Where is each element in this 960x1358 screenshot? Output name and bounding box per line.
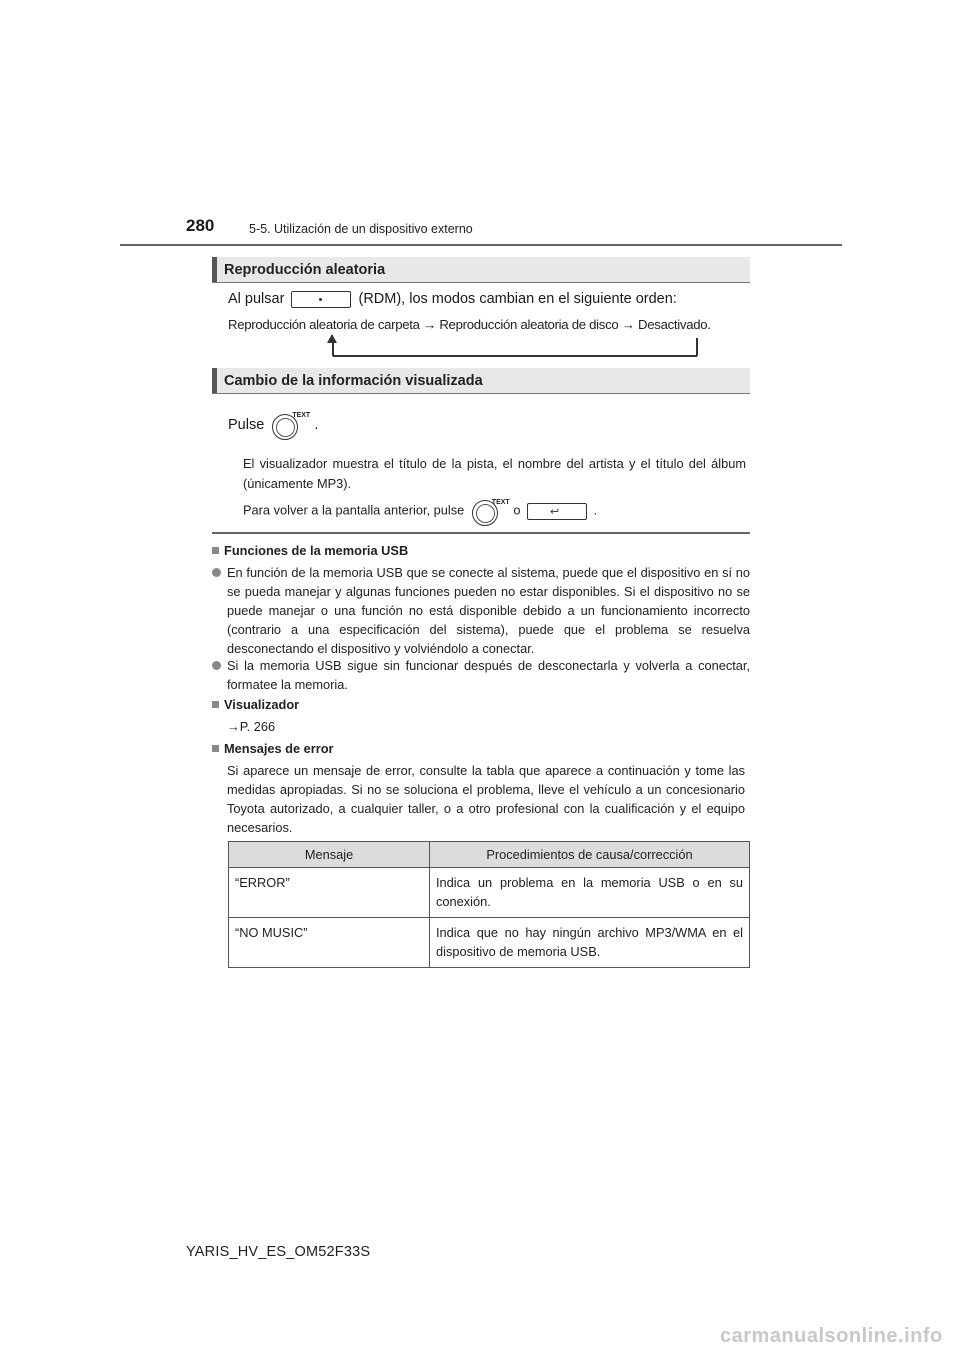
display-heading: Visualizador: [212, 697, 299, 712]
table-header-message: Mensaje: [229, 842, 430, 868]
usb-functions-heading: Funciones de la memoria USB: [212, 543, 408, 558]
loop-line-bottom: [333, 355, 697, 357]
table-cell-action: Indica un problema en la memoria USB o en su conexión.: [430, 868, 750, 918]
back-or: o: [513, 502, 521, 518]
circle-bullet-icon: [212, 661, 221, 670]
back-instruction: [243, 496, 597, 526]
error-table: [228, 841, 750, 968]
square-bullet-icon: [212, 547, 219, 554]
pulse-end: .: [314, 416, 319, 433]
text-knob-icon-2: TEXT: [470, 496, 504, 526]
table-row: [229, 868, 750, 918]
text-knob-icon: TEXT: [270, 410, 304, 440]
table-cell-message: “ERROR”: [229, 868, 430, 918]
usb-bullet-1: En función de la memoria USB que se conecte al sistema, puede que el dispositivo en sí no se pueda manejar y algunas funciones pueden no estar disponibles. Si el dispositivo no se puede manejar o una función no está disponible debido a un funcionamiento incorrecto (contrario a una especificación del sistema), puede que el problema se resuelva desconectando el dispositivo y volviéndolo a conectar.: [212, 563, 750, 658]
instruction-after: (RDM), los modos cambian en el siguiente orden:: [358, 291, 677, 307]
section-divider: [212, 532, 750, 534]
random-playback-heading-text: Reproducción aleatoria: [224, 262, 386, 278]
table-header-row: [229, 842, 750, 868]
random-playback-heading: [212, 257, 750, 283]
section-title: 5-5. Utilización de un dispositivo externo: [249, 222, 473, 236]
loop-arrow-icon: [327, 334, 337, 343]
square-bullet-icon: [212, 701, 219, 708]
table-header-action: Procedimientos de causa/corrección: [430, 842, 750, 868]
pulse-label: Pulse: [228, 416, 265, 433]
display-description: El visualizador muestra el título de la pista, el nombre del artista y el título del álbum (únicamente MP3).: [243, 456, 746, 491]
table-cell-message: “NO MUSIC”: [229, 918, 430, 968]
random-playback-instruction: [228, 290, 677, 308]
back-end: .: [593, 502, 598, 518]
display-change-heading-text: Cambio de la información visualizada: [224, 373, 483, 389]
header-rule: [120, 244, 842, 246]
watermark: carmanualsonline.info: [720, 1325, 943, 1347]
error-messages-text: Si aparece un mensaje de error, consulte la tabla que aparece a continuación y tome las medidas apropiadas. Si no se soluciona el problema, lleve el vehículo a un concesionario Toyota autorizado, a cualquier taller, o a otro profesional con la cualificación y el equipo necesarios.: [227, 763, 745, 835]
manual-code: YARIS_HV_ES_OM52F33S: [186, 1244, 371, 1260]
rdm-button-icon: [291, 291, 351, 308]
display-change-heading: [212, 368, 750, 394]
display-page-ref: →P. 266: [227, 719, 276, 734]
square-bullet-icon: [212, 745, 219, 752]
pulse-instruction: [228, 410, 318, 440]
circle-bullet-icon: [212, 568, 221, 577]
back-before: Para volver a la pantalla anterior, pulse: [243, 502, 465, 518]
loop-line-right: [696, 338, 698, 356]
page-number: 280: [186, 216, 215, 235]
random-mode-sequence: Reproducción aleatoria de carpeta → Reproducción aleatoria de disco → Desactivado.: [228, 317, 711, 332]
back-button-icon: ↩: [527, 503, 587, 520]
error-messages-heading: Mensajes de error: [212, 741, 334, 756]
table-cell-action: Indica que no hay ningún archivo MP3/WMA en el dispositivo de memoria USB.: [430, 918, 750, 968]
instruction-before: Al pulsar: [228, 291, 285, 307]
usb-bullet-2: Si la memoria USB sigue sin funcionar después de desconectarla y volverla a conectar, formatee la memoria.: [212, 656, 750, 694]
table-row: [229, 918, 750, 968]
